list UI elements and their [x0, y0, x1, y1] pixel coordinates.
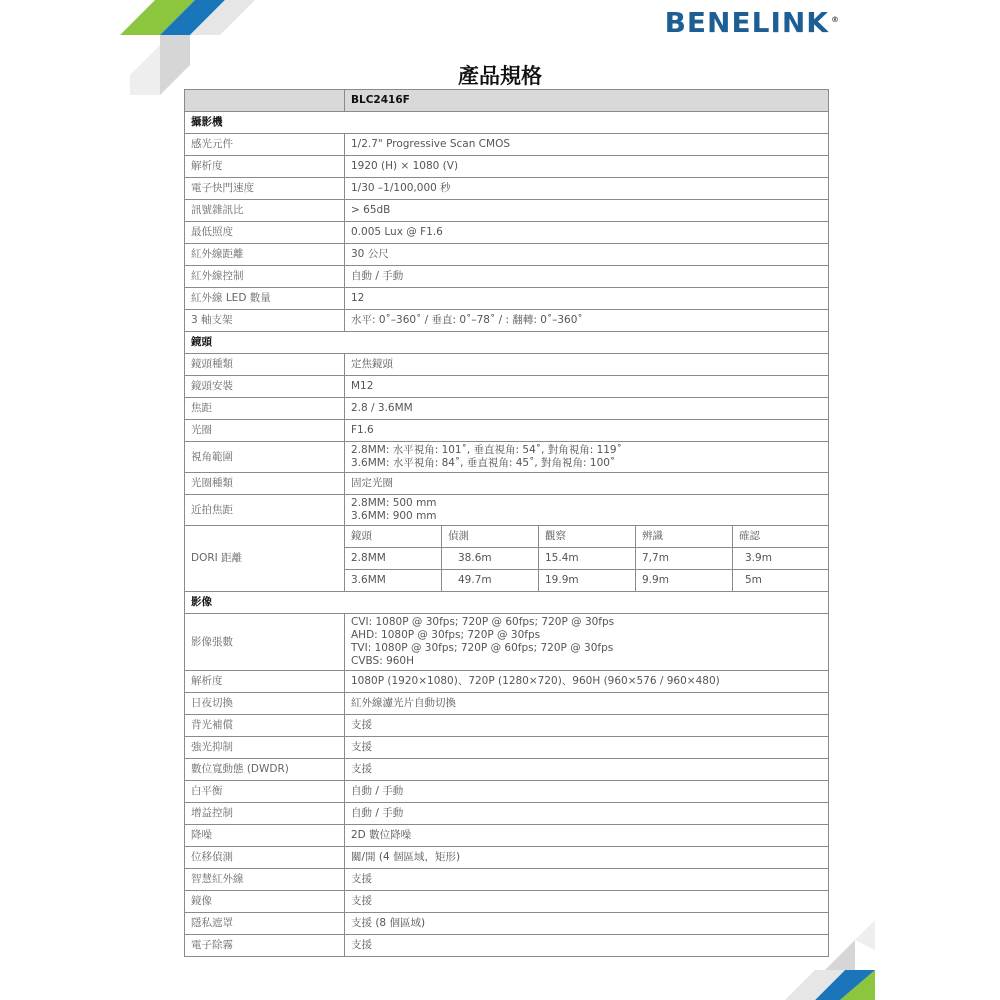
row-value: 支援 [345, 715, 829, 737]
page-title: 產品規格 [458, 64, 542, 88]
dori-cell: 49.7m [442, 570, 539, 592]
row-value: 固定光圈 [345, 473, 829, 495]
row-value [345, 442, 829, 473]
row-label: 最低照度 [185, 222, 345, 244]
table-row [185, 693, 829, 715]
table-header-row [185, 90, 829, 112]
dori-header-row [185, 526, 829, 548]
row-value: 30 公尺 [345, 244, 829, 266]
model-name: BLC2416F [345, 90, 829, 112]
row-value: 支援 [345, 759, 829, 781]
table-row [185, 222, 829, 244]
row-label: 紅外線控制 [185, 266, 345, 288]
row-value: 1920 (H) × 1080 (V) [345, 156, 829, 178]
row-value: 支援 [345, 869, 829, 891]
view-angle-line: 3.6MM: 水平視角: 84˚, 垂直視角: 45˚, 對角視角: 100˚ [351, 457, 616, 469]
section-row [185, 592, 829, 614]
dori-header-cell: 確認 [733, 526, 829, 548]
table-row [185, 420, 829, 442]
row-label: 訊號雜訊比 [185, 200, 345, 222]
table-row [185, 442, 829, 473]
row-label: 紅外線 LED 數量 [185, 288, 345, 310]
dori-header-cell: 鏡頭 [345, 526, 442, 548]
row-value: > 65dB [345, 200, 829, 222]
section-title-lens: 鏡頭 [185, 332, 829, 354]
row-value: M12 [345, 376, 829, 398]
table-row [185, 671, 829, 693]
row-value: 支援 (8 個區域) [345, 913, 829, 935]
row-label: 智慧紅外線 [185, 869, 345, 891]
brand-name: BENELINK [664, 6, 829, 39]
table-row [185, 869, 829, 891]
row-value: 1/30 –1/100,000 秒 [345, 178, 829, 200]
dori-cell: 38.6m [442, 548, 539, 570]
row-label: 鏡頭種類 [185, 354, 345, 376]
section-title-image: 影像 [185, 592, 829, 614]
row-label: 位移偵測 [185, 847, 345, 869]
row-label: 光圈種類 [185, 473, 345, 495]
stream-line: CVI: 1080P @ 30fps; 720P @ 60fps; 720P @ 30fps [351, 616, 615, 628]
row-value: 關/開 (4 個區域，矩形) [345, 847, 829, 869]
row-label: 隱私遮罩 [185, 913, 345, 935]
row-value: 2D 數位降噪 [345, 825, 829, 847]
row-value: 自動 / 手動 [345, 803, 829, 825]
row-value: 支援 [345, 891, 829, 913]
row-label: 光圈 [185, 420, 345, 442]
row-label: 視角範圍 [185, 442, 345, 473]
row-value: 1080P (1920×1080)、720P (1280×720)、960H (960×576 / 960×480) [345, 671, 829, 693]
row-label: 電子快門速度 [185, 178, 345, 200]
dori-cell: 9.9m [636, 570, 733, 592]
table-row [185, 715, 829, 737]
table-row [185, 200, 829, 222]
dori-cell: 15.4m [539, 548, 636, 570]
table-row [185, 266, 829, 288]
row-value: 2.8 / 3.6MM [345, 398, 829, 420]
row-label: 紅外線距離 [185, 244, 345, 266]
row-value: 紅外線濾光片自動切換 [345, 693, 829, 715]
table-row [185, 288, 829, 310]
row-label: 解析度 [185, 671, 345, 693]
row-label: 數位寬動態 (DWDR) [185, 759, 345, 781]
row-value: 1/2.7" Progressive Scan CMOS [345, 134, 829, 156]
table-row [185, 935, 829, 957]
dori-header-cell: 觀察 [539, 526, 636, 548]
row-value: 水平: 0˚–360˚ / 垂直: 0˚–78˚ / : 翻轉: 0˚–360˚ [345, 310, 829, 332]
table-row [185, 398, 829, 420]
row-label: 增益控制 [185, 803, 345, 825]
row-value [345, 614, 829, 671]
table-row [185, 134, 829, 156]
min-focus-line: 2.8MM: 500 mm [351, 497, 437, 509]
view-angle-line: 2.8MM: 水平視角: 101˚, 垂直視角: 54˚, 對角視角: 119˚ [351, 444, 622, 456]
dori-label: DORI 距離 [185, 526, 345, 592]
table-row [185, 913, 829, 935]
row-label: 白平衡 [185, 781, 345, 803]
dori-cell: 3.9m [733, 548, 829, 570]
row-value: 自動 / 手動 [345, 781, 829, 803]
dori-cell: 19.9m [539, 570, 636, 592]
spec-table [184, 89, 829, 957]
table-row [185, 473, 829, 495]
section-title-camera: 攝影機 [185, 112, 829, 134]
header-blank [185, 90, 345, 112]
table-row [185, 614, 829, 671]
row-value: 0.005 Lux @ F1.6 [345, 222, 829, 244]
min-focus-line: 3.6MM: 900 mm [351, 510, 437, 522]
table-row [185, 495, 829, 526]
row-label: 影像張數 [185, 614, 345, 671]
row-value: 支援 [345, 935, 829, 957]
dori-cell: 3.6MM [345, 570, 442, 592]
dori-header-cell: 辨識 [636, 526, 733, 548]
dori-header-cell: 偵測 [442, 526, 539, 548]
row-label: 解析度 [185, 156, 345, 178]
row-label: 鏡像 [185, 891, 345, 913]
table-row [185, 156, 829, 178]
table-row [185, 310, 829, 332]
section-row [185, 112, 829, 134]
table-row [185, 847, 829, 869]
table-row [185, 781, 829, 803]
table-row [185, 354, 829, 376]
row-value: 12 [345, 288, 829, 310]
row-label: 背光補償 [185, 715, 345, 737]
row-label: 鏡頭安裝 [185, 376, 345, 398]
row-value [345, 495, 829, 526]
dori-cell: 5m [733, 570, 829, 592]
dori-cell: 2.8MM [345, 548, 442, 570]
row-value: F1.6 [345, 420, 829, 442]
table-row [185, 737, 829, 759]
registered-mark: ® [831, 14, 840, 24]
row-value: 自動 / 手動 [345, 266, 829, 288]
table-row [185, 244, 829, 266]
section-row [185, 332, 829, 354]
row-label: 日夜切換 [185, 693, 345, 715]
row-label: 強光抑制 [185, 737, 345, 759]
row-label: 感光元件 [185, 134, 345, 156]
row-label: 3 軸支架 [185, 310, 345, 332]
stream-line: CVBS: 960H [351, 655, 415, 667]
table-row [185, 178, 829, 200]
row-label: 焦距 [185, 398, 345, 420]
row-label: 電子除霧 [185, 935, 345, 957]
stream-line: AHD: 1080P @ 30fps; 720P @ 30fps [351, 629, 541, 641]
table-row [185, 759, 829, 781]
row-value: 支援 [345, 737, 829, 759]
table-row [185, 825, 829, 847]
table-row [185, 891, 829, 913]
row-value: 定焦鏡頭 [345, 354, 829, 376]
table-row [185, 376, 829, 398]
row-label: 近拍焦距 [185, 495, 345, 526]
stream-line: TVI: 1080P @ 30fps; 720P @ 60fps; 720P @ 30fps [351, 642, 614, 654]
row-label: 降噪 [185, 825, 345, 847]
brand-logo [665, 6, 840, 39]
table-row [185, 803, 829, 825]
dori-cell: 7,7m [636, 548, 733, 570]
